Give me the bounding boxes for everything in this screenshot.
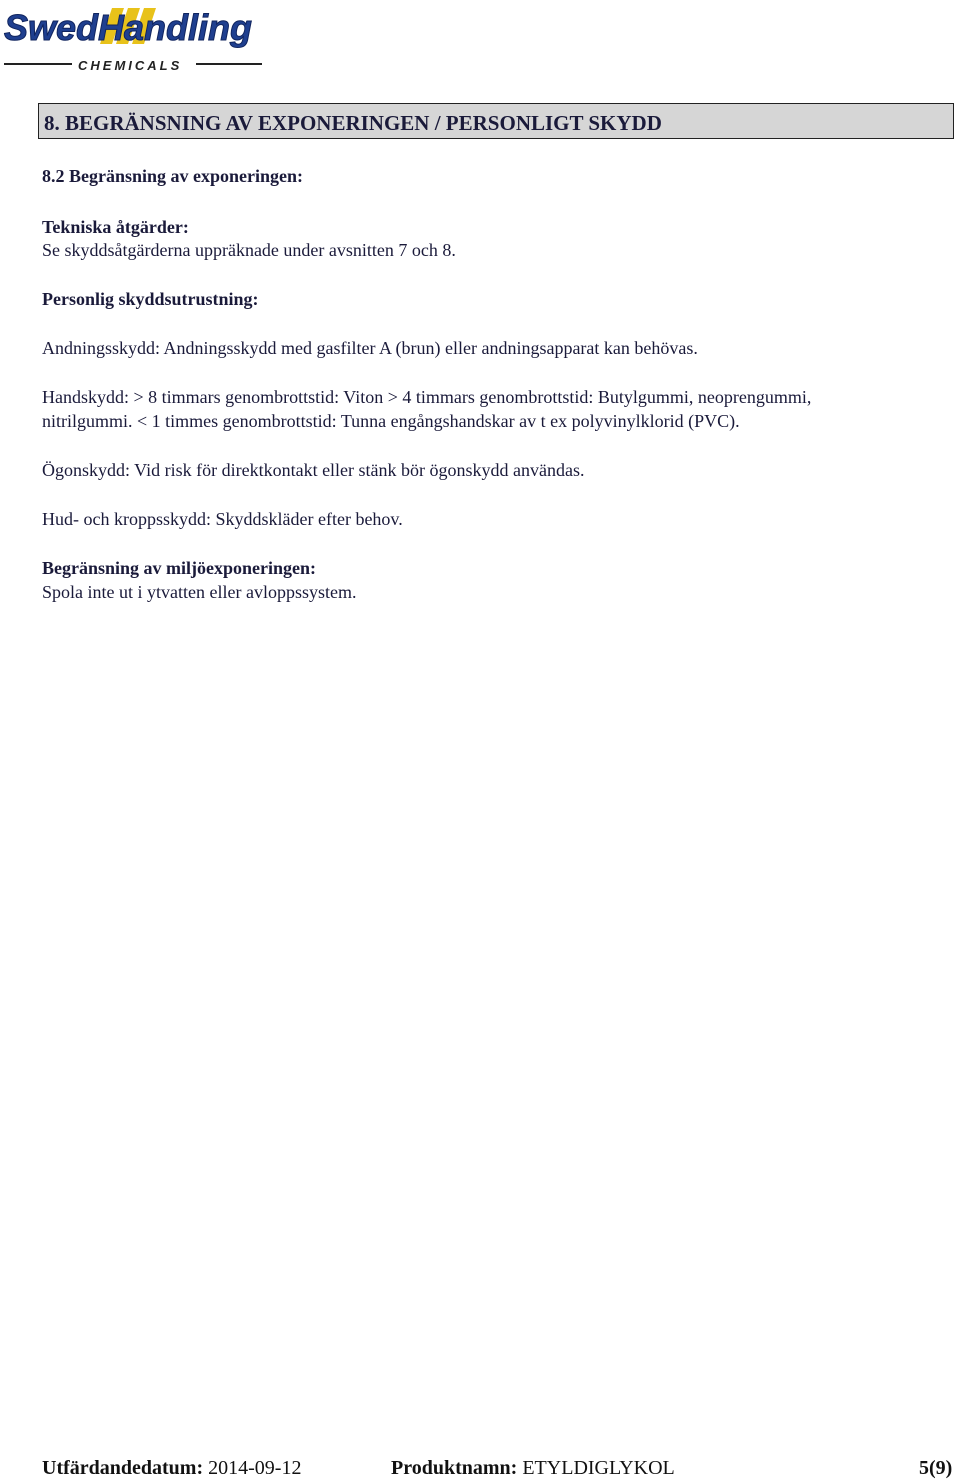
section-8-title: 8. BEGRÄNSNING AV EXPONERINGEN / PERSONLIGT SKYDD	[44, 111, 662, 135]
swedhandling-logo	[0, 0, 270, 76]
environmental-exposure-text: Spola inte ut i ytvatten eller avloppssystem.	[42, 582, 357, 602]
personal-protection-heading: Personlig skyddsutrustning:	[42, 289, 259, 309]
subsection-8-2-heading: 8.2 Begränsning av exponeringen:	[42, 166, 304, 186]
issue-date-value: 2014-09-12	[208, 1457, 302, 1479]
footer-issue-date: Utfärdandedatum: 2014-09-12	[42, 1457, 302, 1479]
logo-subtext: CHEMICALS	[78, 58, 183, 73]
environmental-exposure-heading: Begränsning av miljöexponeringen:	[42, 558, 317, 578]
issue-date-label: Utfärdandedatum	[42, 1457, 197, 1479]
respiratory-protection-text: Andningsskydd: Andningsskydd med gasfilter A (brun) eller andningsapparat kan behövas.	[42, 338, 698, 358]
section-8-header	[38, 103, 954, 139]
logo-text: SwedHandling	[4, 7, 253, 48]
page-number: 5(9)	[919, 1457, 953, 1479]
product-name-label: Produktnamn	[391, 1457, 511, 1479]
product-name-value: ETYLDIGLYKOL	[522, 1457, 675, 1479]
technical-measures-text: Se skyddsåtgärderna uppräknade under avsnitten 7 och 8.	[42, 240, 456, 260]
skin-protection-text: Hud- och kroppsskydd: Skyddskläder efter behov.	[42, 509, 403, 529]
hand-protection-line-2: nitrilgummi. < 1 timmes genombrottstid: Tunna engångshandskar av t ex polyvinylklorid (PVC).	[42, 411, 740, 431]
hand-protection-line-1: Handskydd: > 8 timmars genombrottstid: Viton > 4 timmars genombrottstid: Butylgummi, neoprengummi,	[42, 387, 812, 407]
technical-measures-heading: Tekniska åtgärder:	[42, 217, 189, 237]
eye-protection-text: Ögonskydd: Vid risk för direktkontakt eller stänk bör ögonskydd användas.	[42, 460, 585, 480]
footer-product-name: Produktnamn: ETYLDIGLYKOL	[391, 1457, 675, 1479]
